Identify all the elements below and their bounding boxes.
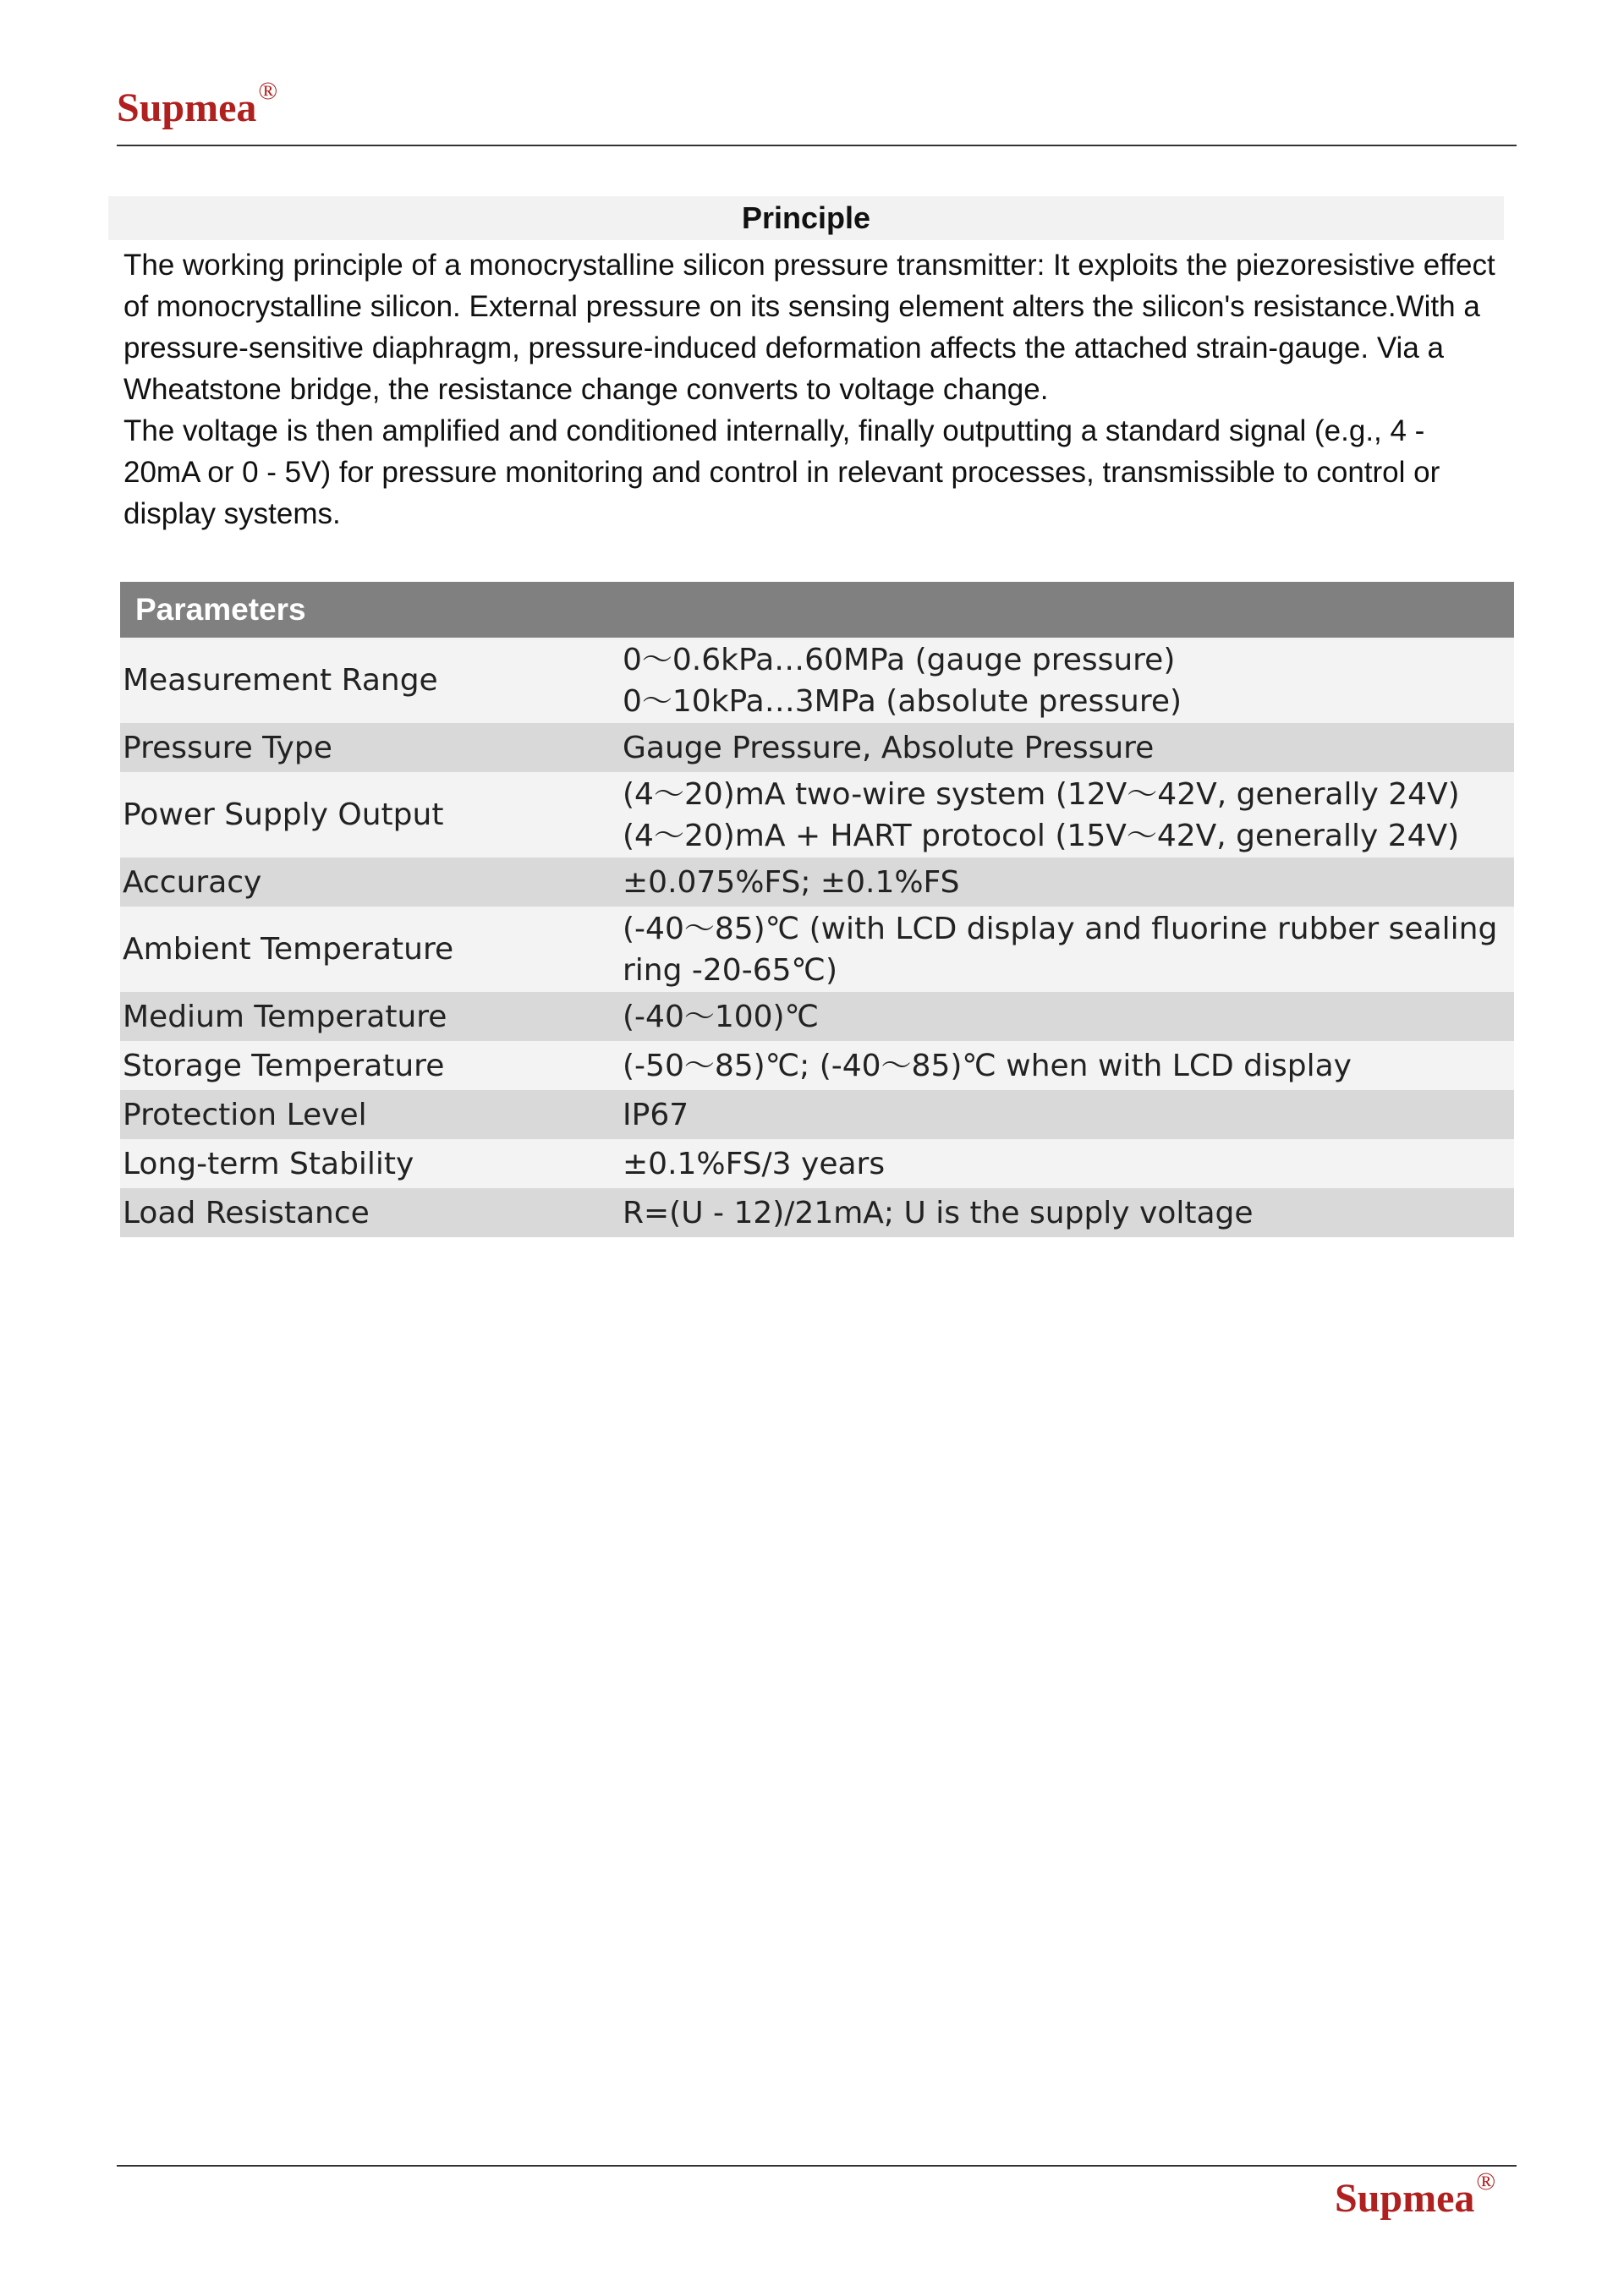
registered-mark: ® (258, 77, 278, 105)
parameters-title: Parameters (120, 582, 1514, 638)
param-value-line: (4～20)mA + HART protocol (15V～42V, generally 24V) (623, 818, 1460, 853)
brand-logo-top (117, 77, 278, 131)
param-value-line: ±0.1%FS/3 years (623, 1146, 886, 1181)
table-row (120, 1041, 1514, 1090)
param-value (623, 727, 1514, 769)
table-row (120, 907, 1514, 992)
header-divider (117, 145, 1517, 146)
principle-heading-bar (108, 196, 1504, 240)
param-value (623, 1045, 1514, 1087)
table-row (120, 1139, 1514, 1188)
principle-paragraph: The working principle of a monocrystalline silicon pressure transmitter: It exploits the piezoresistive effect of monocrystalline silicon. External pressure on its sensing element alters the silicon's resistance.With a pressure-sensitive diaphragm, pressure-induced deformation affects the attached strain-gauge. Via a Wheatstone bridge, the resistance change converts to voltage change. (123, 249, 1495, 406)
param-name: Storage Temperature (123, 1048, 445, 1083)
param-value-line: ±0.075%FS; ±0.1%FS (623, 864, 960, 900)
param-value (623, 639, 1514, 722)
footer-divider (117, 2165, 1517, 2167)
param-name: Measurement Range (123, 663, 438, 698)
table-row (120, 858, 1514, 907)
param-name: Power Supply Output (123, 797, 444, 832)
principle-body (123, 244, 1502, 534)
param-value-line: R=(U - 12)/21mA; U is the supply voltage (623, 1195, 1254, 1230)
param-value-line: (-40～85)℃ (with LCD display and fluorine rubber sealing (623, 911, 1498, 946)
param-name: Ambient Temperature (123, 932, 454, 967)
table-row (120, 638, 1514, 723)
parameters-table (120, 582, 1514, 1237)
principle-paragraph: The voltage is then amplified and conditioned internally, finally outputting a standard signal (e.g., 4 - 20mA or 0 - 5V) for pressure monitoring and control in relevant processes, transmissible to control or display systems. (123, 414, 1440, 530)
registered-mark: ® (1476, 2167, 1496, 2195)
param-name: Load Resistance (123, 1195, 370, 1230)
param-value-line: 0～0.6kPa…60MPa (gauge pressure) (623, 642, 1176, 677)
param-value (623, 1192, 1514, 1234)
param-value (623, 862, 1514, 903)
table-row (120, 1090, 1514, 1139)
param-value-line: ring -20-65℃) (623, 952, 837, 988)
param-value-line: Gauge Pressure, Absolute Pressure (623, 730, 1155, 765)
param-value (623, 1094, 1514, 1136)
brand-name: Supmea (117, 85, 257, 130)
param-value-line: IP67 (623, 1097, 689, 1132)
param-name: Protection Level (123, 1097, 367, 1132)
param-name: Pressure Type (123, 730, 332, 765)
principle-title: Principle (741, 200, 871, 235)
param-value (623, 774, 1514, 857)
table-row (120, 723, 1514, 772)
param-name: Medium Temperature (123, 999, 447, 1034)
param-value-line: (-50～85)℃; (-40～85)℃ when with LCD display (623, 1048, 1352, 1083)
param-value (623, 908, 1514, 991)
table-row (120, 1188, 1514, 1237)
table-row (120, 772, 1514, 858)
param-value (623, 1143, 1514, 1185)
param-value-line: (4～20)mA two-wire system (12V～42V, generally 24V) (623, 776, 1460, 812)
param-value-line: 0～10kPa…3MPa (absolute pressure) (623, 683, 1182, 719)
param-value (623, 996, 1514, 1038)
table-row (120, 992, 1514, 1041)
param-name: Long-term Stability (123, 1146, 414, 1181)
param-value-line: (-40～100)℃ (623, 999, 820, 1034)
param-name: Accuracy (123, 864, 262, 900)
brand-logo-bottom (1335, 2167, 1496, 2222)
brand-name: Supmea (1335, 2176, 1475, 2221)
